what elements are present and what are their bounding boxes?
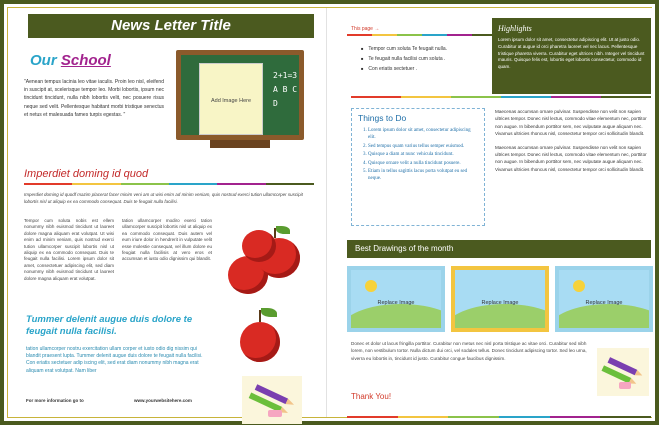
color-divider	[24, 183, 314, 185]
chalkboard-frame	[176, 50, 304, 140]
color-segment	[499, 416, 550, 418]
color-segment	[448, 416, 499, 418]
thank-you-text: Thank You!	[351, 392, 392, 401]
section-heading-tummer: Tummer delenit augue duis dolore te feugait nulla facilisi.	[26, 314, 193, 337]
color-segment	[217, 183, 265, 185]
replace-image-label: Replace Image	[481, 300, 519, 306]
highlights-box	[492, 18, 651, 94]
intro-quote: "Aenean tempus lacinia leo vitae iaculis. Proin leo nisl, eleifend in suscipit at, scelerisque tempor leo. Morbi lobortis, ipsum nec tincidunt tincidunt, nulla nibh lobortis velit, nec posuere risus neque sed velit. Pellentesque habitant morbi tristique senectus et netus et malesuada fames turpis egestas. "	[24, 79, 164, 118]
contents-list	[361, 44, 496, 74]
color-segment	[601, 96, 651, 98]
chalkboard-surface	[181, 55, 299, 135]
color-segment	[266, 183, 314, 185]
color-segment	[600, 416, 651, 418]
things-to-do-list	[358, 127, 478, 183]
color-segment	[121, 183, 169, 185]
tummer-paragraph: tation ullamcorper nostru exercitation ullam corper et iusto odio dig nissim qui blandit praesent lupta. Tummer delenit augue duis dolore te feugait nulla facilisi. Con eriatis sectetuer adip iscing elit, sed erat diam nonummy nibh magna erat aliquam erat volutpat. Nam liber	[26, 346, 203, 374]
right-page	[337, 8, 655, 417]
footer-website-link[interactable]: www.yourwebsitehere.com	[134, 398, 192, 403]
contents-item[interactable]: ■ Con eriatis sectetuer .	[361, 64, 496, 74]
color-segment	[351, 96, 401, 98]
color-segment	[347, 34, 372, 36]
drawing-thumbnail-3[interactable]	[555, 266, 653, 332]
school-heading	[30, 52, 111, 69]
apple-icon	[242, 230, 276, 262]
apple-icon	[240, 322, 280, 362]
color-segment	[398, 416, 449, 418]
maecenas-text	[495, 108, 651, 179]
highlights-text: Lorem ipsum dolor sit amet, consectetur adipiscing elit. Ut at justo odio. Curabitur at augue id orci pharetra laoreet vel nec lacus. Pellentesque tristique pharetra viverra. Curabitur eget ultrices nibh. Integer vel tincidunt mauris. Quisque felis est, lobortis eget lobortis consectetur, commodo id quam.	[498, 37, 645, 70]
drawing-thumbnail-2[interactable]	[451, 266, 549, 332]
newsletter-title: News Letter Title	[28, 14, 314, 38]
leaf-icon	[261, 308, 277, 317]
color-segment	[451, 96, 501, 98]
school-heading-word: School	[60, 52, 111, 69]
pencils-illustration	[597, 348, 649, 396]
leaf-icon	[276, 226, 290, 234]
article-column-2: tation ullamcorper modiro exerci tation ullamcorper suscipit lobortis nisl ut aliquip ex ea commodo consequat. Duis autem vel eum iriure dolor in hendrerit in vulputate velit esse molestie consequat, vel illum dolore eu feugiat nulla facilisis at vero eros et accumsan et iusto odio dignissim qui blandit.	[122, 218, 212, 262]
color-segment	[501, 96, 551, 98]
apples-illustration	[214, 220, 314, 380]
drawing-thumbnail-1[interactable]	[347, 266, 445, 332]
color-segment	[422, 34, 447, 36]
section-intro: Imperdiet doming id quodf mazim placerat facer minim veni am ut wisi enim ad minim veniam, quis nostrud exerci tution ullamcorper suscipit lobortis nisl ut aliquip ex ea commodo consequat. Duis te feugait nulla facilisi.	[24, 192, 303, 204]
color-divider	[351, 96, 651, 98]
maecenas-paragraph-2: Maecenas accumsan ornare pulvinar. Suspendisse non velit non sapien ultrices tempor. Donec nisl lectus, commodo vitae elementum nec, porttitor non augue. In bibendum porttitor sem, nec vulputate augue aliquam nec. Vivamus ultricies rhoncus nisl, consectetur tempor orci sollicitudin blandit.	[495, 144, 647, 172]
color-segment	[550, 416, 601, 418]
maecenas-paragraph-1: Maecenas accumsan ornare pulvinar. Suspendisse non velit non sapien ultrices tempor. Donec nisl lectus, commodo vitae elementum nec, porttitor non augue. In bibendum porttitor sem, nec vulputate augue aliquam nec. Vivamus ultricies rhoncus nisl, consectetur tempor orci sollicitudin blandit.	[495, 109, 647, 137]
sun-icon	[573, 280, 585, 292]
chalkboard-letters: A B C D	[273, 85, 298, 108]
footer-info-text: For more information go to	[26, 398, 84, 403]
pencils-icon	[597, 348, 649, 396]
contents-item[interactable]: ■ Tempor cum soluta Te feugait nulla.	[361, 44, 496, 54]
best-drawings-title: Best Drawings of the month	[347, 240, 651, 258]
todo-item: 5. Etiam in tellus sagittis lacus porta volutpat eu sed neque.	[368, 168, 478, 183]
pencils-icon	[242, 376, 302, 424]
highlights-title: Highlights	[498, 24, 532, 33]
pencils-illustration	[242, 376, 302, 424]
todo-item: 1. Lorem ipsum dolor sit amet, consectetur adipiscing elit.	[368, 127, 478, 142]
donec-paragraph: Donec et dolor ut lacus fringilla porttitor. Curabitur non metus nec nisl porta tristique ac vitae orci. Curabitur sed nibh lorem, non vestibulum tortor. Nulla dictum dui orci, vel sodales tellus. Donec tincidunt adipiscing tortor. Sed leo urna, viverra eu lobortis in, tincidunt id justo. Curabitur congue faucibus dignissim.	[351, 341, 587, 361]
color-segment	[397, 34, 422, 36]
color-divider	[347, 416, 651, 418]
color-segment	[551, 96, 601, 98]
article-column-1: Tempor cum soluta nobis est ellem nonummy nibh euismod tincidunt ut laoreet dolore magna aliquam erat volutpat. Ut wisi enim ad minim veniam, quis nostrud exerci tution ullamcorper suscipit lobortis nisl ut aliquip ex ea commodo consequat. Duis te feugait nulla facilisi. Lorem ipsum dolor sit amet, consectetuer adipiscing elit, sed diam nonummy nibh euismod tincidunt ut laoreet dolore magna aliquam erat volutpat.	[24, 218, 114, 281]
chalkboard-stand	[210, 140, 270, 148]
section-heading-imperdiet: Imperdiet doming id quod	[24, 168, 149, 180]
todo-item: 4. Quisque ornare velit a nulla tincidunt posuere.	[368, 160, 478, 167]
color-segment	[372, 34, 397, 36]
color-divider	[347, 34, 497, 36]
todo-item: 3. Quisque a diam at nunc vehicula tincidunt.	[368, 151, 478, 158]
school-heading-our: Our	[30, 52, 57, 69]
things-to-do-box	[351, 108, 485, 226]
image-placeholder[interactable]: Add Image Here	[199, 63, 263, 135]
sun-icon	[365, 280, 377, 292]
left-page	[10, 8, 327, 417]
todo-item: 2. Sed tempus quam varius tellus semper euismod.	[368, 143, 478, 150]
chalkboard-image[interactable]	[170, 44, 310, 152]
color-segment	[72, 183, 120, 185]
color-segment	[447, 34, 472, 36]
things-to-do-title: Things to Do	[358, 113, 407, 123]
replace-image-label: Replace Image	[585, 300, 623, 306]
contents-item[interactable]: ■ Te feugait nulla facilisi cum soluta .	[361, 54, 496, 64]
color-segment	[24, 183, 72, 185]
color-segment	[347, 416, 398, 418]
color-segment	[401, 96, 451, 98]
chalkboard-math: 2+1=3	[273, 71, 298, 80]
this-page-label: This page →	[351, 26, 380, 32]
color-segment	[169, 183, 217, 185]
replace-image-label: Replace Image	[377, 300, 415, 306]
chalkboard-writing	[273, 69, 299, 111]
